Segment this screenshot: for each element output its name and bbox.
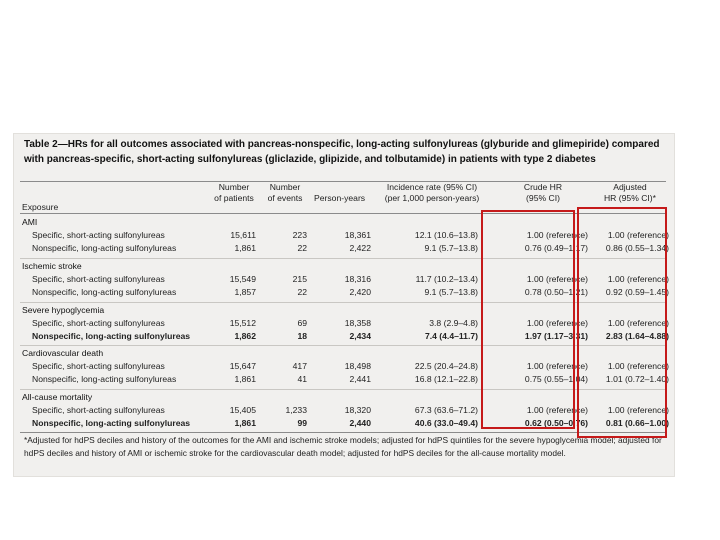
cell-person-years: 2,440 bbox=[349, 418, 371, 428]
cell-incidence: 11.7 (10.2–13.4) bbox=[415, 274, 478, 284]
header-adjusted-hr: Adjusted HR (95% CI)* bbox=[603, 182, 657, 203]
cell-patients: 1,861 bbox=[234, 418, 256, 428]
table-row bbox=[14, 361, 674, 373]
cell-crude: 0.76 (0.49–1.17) bbox=[524, 243, 588, 253]
cell-events: 18 bbox=[297, 331, 307, 341]
cell-adjusted: 1.00 (reference) bbox=[607, 230, 669, 240]
cell-events: 41 bbox=[297, 374, 307, 384]
cell-events: 69 bbox=[297, 318, 307, 328]
cell-adjusted: 1.00 (reference) bbox=[607, 274, 669, 284]
header-patients: Number of patients bbox=[214, 182, 254, 203]
cell-exposure: Specific, short-acting sulfonylureas bbox=[32, 318, 165, 328]
cell-adjusted: 2.83 (1.64–4.88) bbox=[605, 331, 669, 341]
cell-exposure: Specific, short-acting sulfonylureas bbox=[32, 405, 165, 415]
cell-events: 417 bbox=[292, 361, 307, 371]
cell-exposure: Nonspecific, long-acting sulfonylureas bbox=[32, 374, 177, 384]
cell-incidence: 3.8 (2.9–4.8) bbox=[429, 318, 478, 328]
cell-incidence: 9.1 (5.7–13.8) bbox=[424, 287, 478, 297]
cell-adjusted: 1.00 (reference) bbox=[607, 318, 669, 328]
cell-exposure: Specific, short-acting sulfonylureas bbox=[32, 361, 165, 371]
table-row bbox=[14, 230, 674, 242]
cell-crude: 0.78 (0.50–1.21) bbox=[524, 287, 588, 297]
cell-person-years: 2,420 bbox=[349, 287, 371, 297]
cell-incidence: 12.1 (10.6–13.8) bbox=[414, 230, 478, 240]
header-incidence: Incidence rate (95% CI) (per 1,000 person-years) bbox=[384, 182, 480, 203]
cell-person-years: 2,434 bbox=[349, 331, 371, 341]
cell-events: 223 bbox=[292, 230, 307, 240]
cell-exposure: Nonspecific, long-acting sulfonylureas bbox=[32, 287, 177, 297]
section-label: All-cause mortality bbox=[22, 392, 93, 402]
cell-events: 99 bbox=[297, 418, 307, 428]
cell-crude: 1.00 (reference) bbox=[526, 361, 588, 371]
header-events: Number of events bbox=[267, 182, 303, 203]
table-row bbox=[14, 418, 674, 430]
cell-crude: 1.00 (reference) bbox=[526, 274, 588, 284]
cell-incidence: 40.6 (33.0–49.4) bbox=[414, 418, 478, 428]
cell-exposure: Specific, short-acting sulfonylureas bbox=[32, 230, 165, 240]
cell-adjusted: 0.92 (0.59–1.45) bbox=[605, 287, 669, 297]
cell-patients: 1,862 bbox=[234, 331, 256, 341]
table-title: Table 2—HRs for all outcomes associated with pancreas-nonspecific, long-acting sulfonylureas (glyburide and glimepiride) compared with pancreas-specific, short-acting sulfonylureas (gliclazide, glipizide, and tolbutamide) in patients with type 2 diabetes bbox=[24, 139, 660, 165]
cell-crude: 0.62 (0.50–0.76) bbox=[524, 418, 588, 428]
table-row bbox=[14, 287, 674, 299]
cell-adjusted: 0.86 (0.55–1.34) bbox=[605, 243, 669, 253]
cell-exposure: Nonspecific, long-acting sulfonylureas bbox=[32, 331, 191, 341]
cell-incidence: 16.8 (12.1–22.8) bbox=[414, 374, 478, 384]
header-exposure: Exposure bbox=[22, 202, 59, 212]
cell-exposure: Nonspecific, long-acting sulfonylureas bbox=[32, 418, 191, 428]
section-label: Ischemic stroke bbox=[22, 261, 82, 271]
header-person-years: Person-years bbox=[314, 193, 366, 203]
cell-incidence: 9.1 (5.7–13.8) bbox=[424, 243, 478, 253]
cell-crude: 1.00 (reference) bbox=[526, 230, 588, 240]
table-footnote: *Adjusted for hdPS deciles and history of the outcomes for the AMI and ischemic stroke models; adjusted for hdPS quintiles for the severe hypoglycemia model; adjusted for hdPS deciles and history of AMI or ischemic stroke for the cardiovascular death model; adjusted for hdPS deciles for the all-cause mortality model. bbox=[24, 435, 662, 458]
cell-events: 22 bbox=[297, 243, 307, 253]
cell-person-years: 18,316 bbox=[344, 274, 371, 284]
cell-crude: 1.00 (reference) bbox=[526, 405, 588, 415]
cell-crude: 0.75 (0.55–1.04) bbox=[524, 374, 588, 384]
highlight-box-adjusted-hr bbox=[577, 207, 667, 438]
table-row bbox=[14, 243, 674, 255]
cell-patients: 1,861 bbox=[234, 243, 256, 253]
cell-crude: 1.97 (1.17–3.31) bbox=[524, 331, 588, 341]
cell-person-years: 18,361 bbox=[344, 230, 371, 240]
header-crude-hr: Crude HR (95% CI) bbox=[523, 182, 563, 203]
cell-patients: 1,857 bbox=[234, 287, 256, 297]
cell-patients: 15,512 bbox=[229, 318, 256, 328]
section-label: Severe hypoglycemia bbox=[22, 305, 105, 315]
cell-patients: 15,611 bbox=[230, 230, 256, 240]
cell-patients: 15,549 bbox=[229, 274, 256, 284]
cell-crude: 1.00 (reference) bbox=[526, 318, 588, 328]
cell-adjusted: 1.01 (0.72–1.40) bbox=[605, 374, 669, 384]
cell-patients: 15,405 bbox=[229, 405, 256, 415]
cell-events: 1,233 bbox=[285, 405, 307, 415]
table-row bbox=[14, 405, 674, 417]
cell-incidence: 22.5 (20.4–24.8) bbox=[414, 361, 478, 371]
table-panel bbox=[13, 133, 675, 477]
table-bottom-rule bbox=[20, 432, 666, 433]
cell-exposure: Nonspecific, long-acting sulfonylureas bbox=[32, 243, 177, 253]
cell-adjusted: 1.00 (reference) bbox=[607, 405, 669, 415]
table-row bbox=[14, 274, 674, 286]
table-row bbox=[14, 374, 674, 386]
cell-adjusted: 1.00 (reference) bbox=[607, 361, 669, 371]
highlight-box-crude-hr bbox=[481, 210, 575, 429]
section-label: AMI bbox=[22, 217, 38, 227]
cell-person-years: 2,441 bbox=[349, 374, 371, 384]
cell-person-years: 18,358 bbox=[344, 318, 371, 328]
cell-adjusted: 0.81 (0.66–1.00) bbox=[605, 418, 669, 428]
table-row bbox=[14, 318, 674, 330]
cell-incidence: 7.4 (4.4–11.7) bbox=[424, 331, 478, 341]
cell-events: 22 bbox=[297, 287, 307, 297]
table-row bbox=[14, 331, 674, 343]
section-label: Cardiovascular death bbox=[22, 348, 104, 358]
cell-events: 215 bbox=[292, 274, 307, 284]
cell-person-years: 2,422 bbox=[349, 243, 371, 253]
cell-exposure: Specific, short-acting sulfonylureas bbox=[32, 274, 165, 284]
cell-patients: 15,647 bbox=[229, 361, 256, 371]
cell-person-years: 18,320 bbox=[344, 405, 371, 415]
cell-patients: 1,861 bbox=[234, 374, 256, 384]
cell-incidence: 67.3 (63.6–71.2) bbox=[414, 405, 478, 415]
cell-person-years: 18,498 bbox=[344, 361, 371, 371]
